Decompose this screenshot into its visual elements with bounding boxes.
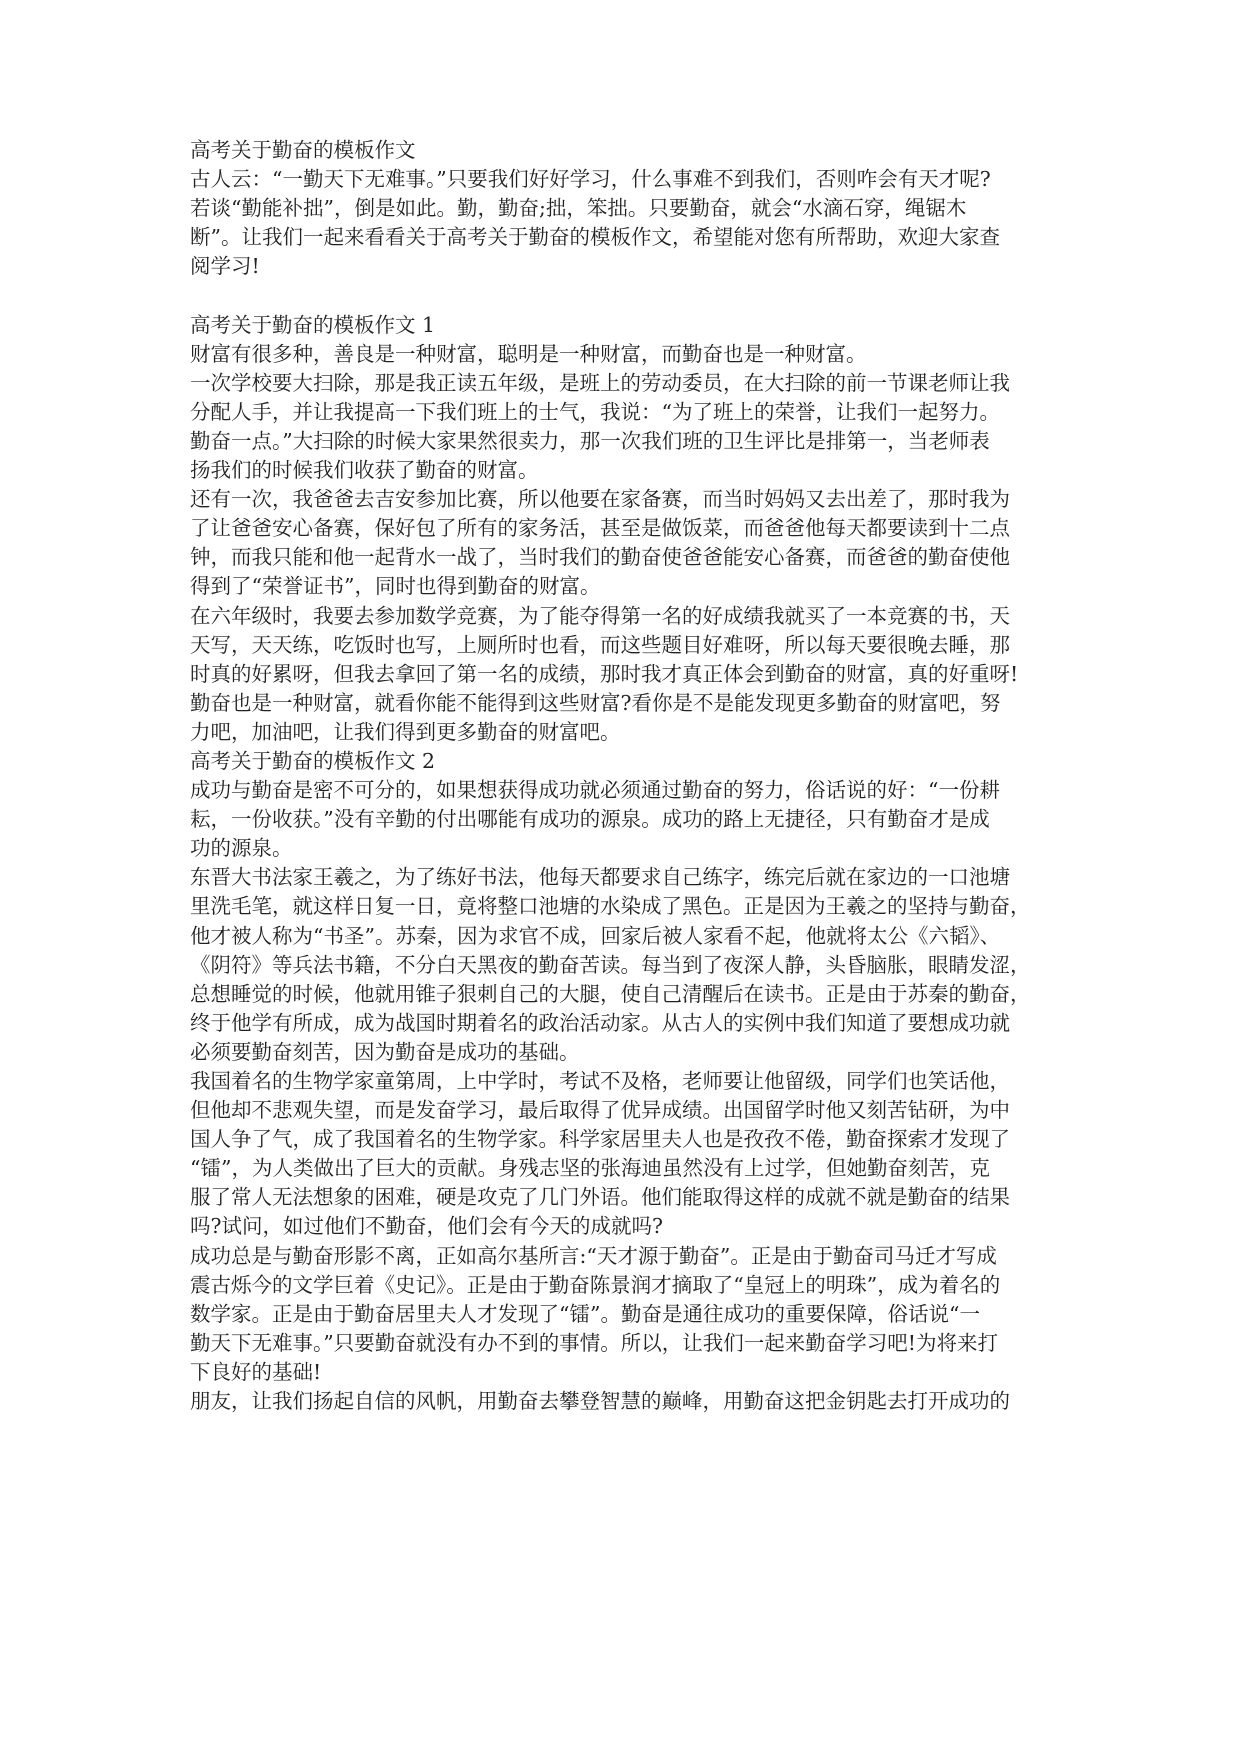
essay-1-body [190,340,1070,747]
text-line: 服了常人无法想象的困难，硬是攻克了几门外语。他们能取得这样的成就不就是勤奋的结果 [190,1185,1010,1210]
text-line: 古人云：“一勤天下无难事。”只要我们好好学习，什么事难不到我们，否则咋会有天才呢? [190,167,991,192]
text-line: 总想睡觉的时候，他就用锥子狠刺自己的大腿，使自己清醒后在读书。正是由于苏秦的勤奋， [190,981,1031,1006]
text-line: 成功总是与勤奋形影不离，正如高尔基所言:“天才源于勤奋”。正是由于勤奋司马迁才写成 [190,1243,997,1268]
text-line: 勤奋一点。”大扫除的时候大家果然很卖力，那一次我们班的卫生评比是排第一，当老师表 [190,428,990,453]
essay-2-body [190,776,1070,1416]
text-line: 耘，一份收获。”没有辛勤的付出哪能有成功的源泉。成功的路上无捷径，只有勤奋才是成 [190,807,990,832]
text-line: 勤天下无难事。”只要勤奋就没有办不到的事情。所以，让我们一起来勤奋学习吧!为将来打 [190,1330,998,1355]
text-line: 朋友，让我们扬起自信的风帆，用勤奋去攀登智慧的巅峰，用勤奋这把金钥匙去打开成功的 [190,1389,1010,1414]
text-line: 但他却不悲观失望，而是发奋学习，最后取得了优异成绩。出国留学时他又刻苦钻研，为中 [190,1098,1010,1123]
text-line: 得到了“荣誉证书”，同时也得到勤奋的财富。 [190,574,601,599]
text-line: 里洗毛笔，就这样日复一日，竟将整口池塘的水染成了黑色。正是因为王羲之的坚持与勤奋， [190,894,1031,919]
blank-line [190,281,1070,310]
text-line: 他才被人称为“书圣”。苏秦，因为求官不成，回家后被人家看不起，他就将太公《六韬》、 [190,923,1001,948]
document-title: 高考关于勤奋的模板作文 [190,138,416,162]
text-line: “镭”，为人类做出了巨大的贡献。身残志坚的张海迪虽然没有上过学，但她勤奋刻苦，克 [190,1156,990,1181]
text-line: 一次学校要大扫除，那是我正读五年级，是班上的劳动委员，在大扫除的前一节课老师让我 [190,370,1010,395]
text-line: 力吧，加油吧，让我们得到更多勤奋的财富吧。 [190,719,621,744]
text-line: 终于他学有所成，成为战国时期着名的政治活动家。从古人的实例中我们知道了要想成功就 [190,1010,1010,1035]
text-line: 《阴符》等兵法书籍，不分白天黑夜的勤奋苦读。每当到了夜深人静，头昏脑胀，眼睛发涩， [190,952,1031,977]
text-line: 我国着名的生物学家童第周，上中学时，考试不及格，老师要让他留级，同学们也笑话他， [190,1069,1010,1093]
text-line: 扬我们的时候我们收获了勤奋的财富。 [190,458,539,483]
text-line: 必须要勤奋刻苦，因为勤奋是成功的基础。 [190,1039,580,1064]
intro-paragraph [190,165,1070,281]
text-line: 下良好的基础! [190,1359,322,1384]
text-line: 国人争了气，成了我国着名的生物学家。科学家居里夫人也是孜孜不倦，勤奋探索才发现了 [190,1127,1010,1152]
text-line: 东晋大书法家王羲之，为了练好书法，他每天都要求自己练字，练完后就在家边的一口池塘 [190,865,1010,890]
text-line: 财富有很多种，善良是一种财富，聪明是一种财富，而勤奋也是一种财富。 [190,341,867,366]
text-line: 成功与勤奋是密不可分的，如果想获得成功就必须通过勤奋的努力，俗话说的好：“一份耕 [190,778,1000,803]
text-line: 天写，天天练，吃饭时也写，上厕所时也看，而这些题目好难呀，所以每天要很晚去睡，那 [190,632,1010,657]
essay-1-heading: 高考关于勤奋的模板作文 1 [190,312,436,337]
text-line: 吗?试问，如过他们不勤奋，他们会有今天的成就吗? [190,1214,663,1239]
text-line: 了让爸爸安心备赛，保好包了所有的家务活，甚至是做饭菜，而爸爸他每天都要读到十二点 [190,516,1010,541]
text-line: 还有一次，我爸爸去吉安参加比赛，所以他要在家备赛，而当时妈妈又去出差了，那时我为 [190,487,1010,512]
text-line: 钟，而我只能和他一起背水一战了，当时我们的勤奋使爸爸能安心备赛，而爸爸的勤奋使他 [190,545,1010,570]
text-line: 断”。让我们一起来看看关于高考关于勤奋的模板作文，希望能对您有所帮助，欢迎大家查 [190,225,1000,250]
essay-2-heading: 高考关于勤奋的模板作文 2 [190,748,436,773]
text-line: 若谈“勤能补拙”，倒是如此。勤，勤奋;拙，笨拙。只要勤奋，就会“水滴石穿，绳锯木 [190,196,967,221]
text-line: 勤奋也是一种财富，就看你能不能得到这些财富?看你是不是能发现更多勤奋的财富吧，努 [190,690,1001,715]
text-line: 阅学习! [190,254,260,279]
text-line: 分配人手，并让我提高一下我们班上的士气，我说：“为了班上的荣誉，让我们一起努力。 [190,399,1000,424]
text-line: 数学家。正是由于勤奋居里夫人才发现了“镭”。勤奋是通往成功的重要保障，俗话说“一 [190,1301,980,1326]
text-line: 功的源泉。 [190,836,293,861]
document-body [190,136,1070,1416]
text-line: 震古烁今的文学巨着《史记》。正是由于勤奋陈景润才摘取了“皇冠上的明珠”，成为着名的 [190,1272,1001,1297]
text-line: 在六年级时，我要去参加数学竞赛，为了能夺得第一名的好成绩我就买了一本竞赛的书，天 [190,603,1010,628]
text-line: 时真的好累呀，但我去拿回了第一名的成绩，那时我才真正体会到勤奋的财富，真的好重呀! [190,661,1019,686]
